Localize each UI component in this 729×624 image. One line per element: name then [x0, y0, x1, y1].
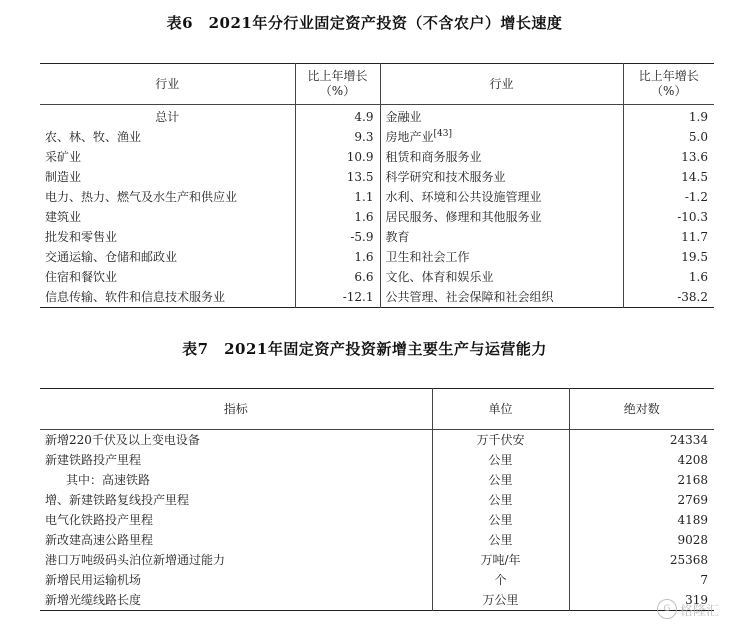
- right-growth-value: 14.5: [681, 170, 708, 184]
- table-row: [40, 550, 714, 570]
- left-growth-value: 1.6: [295, 207, 380, 227]
- indicator-name: 增、新建铁路复线投产里程: [40, 490, 432, 510]
- indicator-value: 4208: [677, 453, 708, 467]
- indicator-value: 4189: [677, 513, 708, 527]
- left-industry-name: 农、林、牧、渔业: [40, 127, 295, 147]
- indicator-name: 新增220千伏及以上变电设备: [40, 430, 432, 451]
- indicator-value: 24334: [669, 433, 708, 447]
- left-growth-value: 1.1: [295, 187, 380, 207]
- indicator-unit: 个: [432, 570, 569, 590]
- right-growth-value: 1.6: [688, 270, 708, 284]
- right-industry-name: 水利、环境和公共设施管理业: [380, 187, 623, 207]
- header-absolute: 绝对数: [569, 389, 714, 430]
- header-growth-left-line1: 比上年增长: [307, 69, 368, 83]
- header-growth-right-line2: （%）: [651, 84, 687, 98]
- table-row: [40, 510, 714, 530]
- capacity-table: [40, 388, 714, 611]
- table-row: [40, 490, 714, 510]
- right-industry-name: 教育: [380, 227, 623, 247]
- left-growth-value: 10.9: [295, 147, 380, 167]
- table-row: [40, 187, 714, 207]
- indicator-unit: 万千伏安: [432, 430, 569, 451]
- indicator-name: 新增光缆线路长度: [40, 590, 432, 611]
- left-industry-name: 总计: [40, 105, 295, 128]
- right-growth-value: 5.0: [688, 130, 708, 144]
- table-row: [40, 147, 714, 167]
- indicator-unit: 公里: [432, 530, 569, 550]
- indicator-value: 2168: [677, 473, 708, 487]
- table-row: [40, 590, 714, 611]
- right-growth-value: -10.3: [677, 210, 708, 224]
- right-industry-name-cell: [380, 127, 623, 147]
- left-growth-value: 9.3: [295, 127, 380, 147]
- left-industry-name: 信息传输、软件和信息技术服务业: [40, 287, 295, 308]
- indicator-unit: 公里: [432, 510, 569, 530]
- indicator-value: 9028: [677, 533, 708, 547]
- right-industry-name: 居民服务、修理和其他服务业: [380, 207, 623, 227]
- right-industry-name: 科学研究和技术服务业: [380, 167, 623, 187]
- watermark-text: 格隆汇: [679, 603, 719, 619]
- table6-title: 表6 2021年分行业固定资产投资（不含农户）增长速度: [166, 14, 563, 32]
- left-industry-name: 建筑业: [40, 207, 295, 227]
- indicator-unit: 万公里: [432, 590, 569, 611]
- left-industry-name: 采矿业: [40, 147, 295, 167]
- right-growth-value: 1.9: [688, 110, 708, 124]
- indicator-value: 25368: [669, 553, 708, 567]
- indicator-unit: 公里: [432, 470, 569, 490]
- table-row: [40, 267, 714, 287]
- indicator-value: 319: [685, 593, 708, 607]
- indicator-name: 其中：高速铁路: [40, 470, 432, 490]
- right-growth-value: 13.6: [681, 150, 708, 164]
- indicator-name: 新建铁路投产里程: [40, 450, 432, 470]
- table-header-row: [40, 64, 714, 105]
- left-growth-value: -12.1: [295, 287, 380, 308]
- table-row: [40, 570, 714, 590]
- left-industry-name: 住宿和餐饮业: [40, 267, 295, 287]
- table-row: [40, 227, 714, 247]
- header-growth-right-line1: 比上年增长: [638, 69, 699, 83]
- header-growth-right: [623, 64, 714, 105]
- header-indicator: 指标: [40, 389, 432, 430]
- table7-title: 表7 2021年固定资产投资新增主要生产与运营能力: [182, 340, 547, 358]
- watermark: [657, 599, 719, 619]
- right-growth-value: 11.7: [681, 230, 708, 244]
- right-growth-value: -1.2: [684, 190, 708, 204]
- industry-growth-table: [40, 63, 714, 308]
- indicator-name: 电气化铁路投产里程: [40, 510, 432, 530]
- indicator-value: 7: [700, 573, 708, 587]
- right-industry-name: 房地产业: [385, 130, 434, 144]
- table-row: [40, 105, 714, 128]
- indicator-unit: 万吨/年: [432, 550, 569, 570]
- table-row: [40, 207, 714, 227]
- right-industry-name: 卫生和社会工作: [380, 247, 623, 267]
- left-growth-value: 6.6: [295, 267, 380, 287]
- table-header-row: [40, 389, 714, 430]
- left-growth-value: 13.5: [295, 167, 380, 187]
- header-unit: 单位: [432, 389, 569, 430]
- table-row: [40, 247, 714, 267]
- indicator-name: 港口万吨级码头泊位新增通过能力: [40, 550, 432, 570]
- table-row: [40, 167, 714, 187]
- right-industry-name: 文化、体育和娱乐业: [380, 267, 623, 287]
- table-row: [40, 127, 714, 147]
- table-row: [40, 530, 714, 550]
- indicator-unit: 公里: [432, 450, 569, 470]
- indicator-unit: 公里: [432, 490, 569, 510]
- left-industry-name: 制造业: [40, 167, 295, 187]
- indicator-name: 新改建高速公路里程: [40, 530, 432, 550]
- left-growth-value: -5.9: [295, 227, 380, 247]
- right-industry-name: 公共管理、社会保障和社会组织: [380, 287, 623, 308]
- footnote-ref-link[interactable]: [43]: [433, 129, 452, 139]
- left-industry-name: 交通运输、仓储和邮政业: [40, 247, 295, 267]
- indicator-name: 新增民用运输机场: [40, 570, 432, 590]
- indicator-value: 2769: [677, 493, 708, 507]
- left-growth-value: 4.9: [295, 105, 380, 128]
- right-industry-name: 金融业: [380, 105, 623, 128]
- right-industry-name: 租赁和商务服务业: [380, 147, 623, 167]
- left-industry-name: 电力、热力、燃气及水生产和供应业: [40, 187, 295, 207]
- table-row: [40, 470, 714, 490]
- table-row: [40, 430, 714, 451]
- header-growth-left: [295, 64, 380, 105]
- left-growth-value: 1.6: [295, 247, 380, 267]
- right-growth-value: 19.5: [681, 250, 708, 264]
- header-industry-left: 行业: [40, 64, 295, 105]
- header-growth-left-line2: （%）: [319, 84, 356, 98]
- left-industry-name: 批发和零售业: [40, 227, 295, 247]
- table-row: [40, 450, 714, 470]
- table-row: [40, 287, 714, 308]
- right-growth-value: -38.2: [677, 290, 708, 304]
- header-industry-right: 行业: [380, 64, 623, 105]
- watermark-logo-icon: G: [657, 599, 677, 619]
